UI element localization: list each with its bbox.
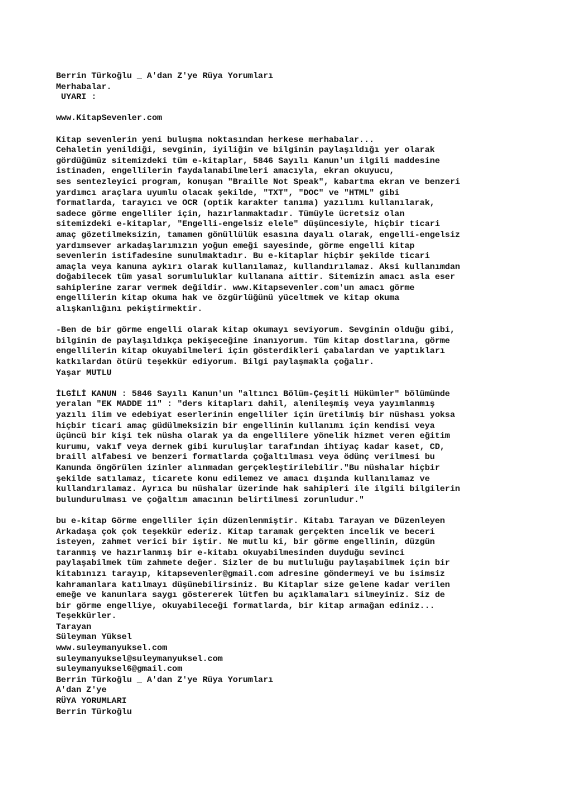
text-line: braill alfabesi ve benzeri formatlarda çoğaltılması veya ödünç verilmesi bu [56, 452, 435, 463]
text-line: kitabınızı tarayıp, kitapsevenler@gmail.com adresine göndermeyi ve bu isimsiz [56, 568, 445, 579]
text-line: yazılı ilim ve edebiyat eserlerinin engelliler için üretilmiş bir nüshası yoksa [56, 410, 456, 420]
text-line: Süleyman Yüksel [56, 632, 132, 643]
site-url: www.KitapSevenler.com [56, 113, 163, 124]
paragraph-personal-note [56, 325, 526, 378]
text-line: yeralan "EK MADDE 11" : "ders kitapları dahil, alenileşmiş veya yayımlanmış [56, 399, 435, 410]
text-line: doğabilecek tüm yasal sorumluluklar kullanana aittir. Sitemizin amacı asla eser [56, 272, 456, 283]
text-line: sitemizdeki e-kitaplar, "Engelli-engelsiz elele" düşüncesiyle, hiçbir ticari [56, 219, 440, 230]
text-line: alışkanlığını pekiştirmektir. [56, 304, 203, 315]
text-line: bulundurulması ve çoğaltım amacının belirtilmesi zorunludur." [56, 494, 365, 505]
text-line: RÜYA YORUMLARI [56, 696, 127, 707]
paragraph-intro [56, 135, 526, 315]
document-page [56, 71, 526, 717]
text-line: formatlarda, tarayıcı ve OCR (optik karakter tanıma) yazılımı kullanılarak, [56, 198, 435, 209]
text-line: suleymanyuksel@suleymanyuksel.com [56, 653, 223, 664]
text-line: katkılardan ötürü teşekkür ediyorum. Bilgi paylaşmakla çoğalır. [56, 357, 375, 368]
text-line: A'dan Z'ye [56, 685, 107, 696]
text-line: hiçbir ticari amaç güdülmeksizin bir engellinin kullanımı için kendisi veya [56, 420, 435, 431]
greeting-line: Merhabalar. [56, 81, 112, 92]
paragraph-thanks [56, 516, 526, 622]
text-line: üçüncü bir kişi tek nüsha olarak ya da engellilere yönelik hizmet veren eğitim [56, 431, 450, 442]
text-line: paylaşabilmek tüm zahmete değer. Sizler de bu mutluluğu paylaşabilmek için bir [56, 558, 450, 569]
text-line: isteyen, zahmet verici bir iştir. Ne mutlu ki, bir görme engellinin, düzgün [56, 537, 435, 548]
text-line: Cehaletin yenildiği, sevginin, iyiliğin ve bilginin paylaşıldığı yer olarak [56, 145, 435, 156]
footer-block [56, 622, 526, 717]
text-line: Kanunda öngörülen izinler alınmadan gerçekleştirilebilir."Bu nüshalar hiçbir [56, 462, 440, 473]
text-line: taranmış ve hazırlanmış bir e-kitabı okuyabilmesinden duyduğu sevinci [56, 547, 405, 558]
text-line: emeğe ve kanunlara saygı göstererek lütfen bu açıklamaları silmeyiniz. Siz de [56, 590, 445, 601]
text-line: şekilde satılamaz, ticarete konu edilemez ve amacı dışında kullanılamaz ve [56, 473, 430, 484]
text-line: engellilerin kitap okuyabilmeleri için gösterdikleri çabalardan ve yaptıkları [56, 346, 445, 357]
text-line: engellilerin kitap okuma hak ve özgürlüğünü yüceltmek ve kitap okuma [56, 293, 400, 304]
text-line: amaçla veya kanuna aykırı olarak kullanılamaz, kullandırılamaz. Aksi kullanımdan [56, 261, 461, 272]
text-line: kullandırılamaz. Ayrıca bu nüshalar üzerinde hak sahipleri ile ilgili bilgilerin [56, 484, 461, 495]
warning-label: UYARI : [56, 92, 97, 103]
text-line: sahiplerine zarar vermek değildir. www.Kitapsevenler.com'un amacı görme [56, 282, 415, 293]
text-line: yardımsever arkadaşlarımızın yoğun emeği sayesinde, görme engelli kitap [56, 240, 415, 251]
text-line: www.suleymanyuksel.com [56, 643, 168, 654]
text-line: Berrin Türkoğlu _ A'dan Z'ye Rüya Yorumları [56, 674, 274, 685]
text-line: İLGİLİ KANUN : 5846 Sayılı Kanun'un "altıncı Bölüm-Çeşitli Hükümler" bölümünde [56, 388, 450, 399]
text-line: Arkadaşa çok çok teşekkür ederiz. Kitap taramak gerçekten incelik ve beceri [56, 526, 435, 537]
text-line: amaç gözetilmeksizin, tamamen gönüllülük esasına dayalı olarak, engelli-engelsiz [56, 229, 461, 240]
text-line: kurumu, vakıf veya dernek gibi kuruluşlar tarafından ihtiyaç kadar kaset, CD, [56, 441, 445, 452]
text-line: Kitap sevenlerin yeni buluşma noktasından herkese merhabalar... [56, 134, 375, 145]
text-line: ses sentezleyici program, konuşan "Braille Not Speak", kabartma ekran ve benzeri [56, 176, 461, 187]
text-line: kahramanlara katılmayı düşünebilirsiniz. Bu Kitaplar size gelene kadar verilen [56, 579, 450, 590]
text-line: suleymanyuksel6@gmail.com [56, 664, 183, 675]
text-line: bilginin de paylaşıldıkça pekişeceğine inanıyorum. Tüm kitap dostlarına, görme [56, 335, 450, 346]
text-line: Yaşar MUTLU [56, 367, 112, 378]
text-line: Tarayan [56, 621, 92, 632]
text-line: gördüğümüz sitemizdeki tüm e-kitaplar, 5846 Sayılı Kanun'un ilgili maddesine [56, 155, 440, 166]
text-line: istinaden, engellilerin faydalanabilmeleri amacıyla, ekran okuyucu, [56, 166, 395, 177]
header-block [56, 71, 526, 103]
text-line: -Ben de bir görme engelli olarak kitap okumayı seviyorum. Sevginin olduğu gibi, [56, 325, 456, 336]
text-line: Berrin Türkoğlu [56, 706, 132, 717]
text-line: Teşekkürler. [56, 611, 117, 622]
text-line: sadece görme engelliler için, hazırlanmaktadır. Tümüyle ücretsiz olan [56, 208, 405, 219]
document-title: Berrin Türkoğlu _ A'dan Z'ye Rüya Yorumları [56, 71, 274, 81]
paragraph-law [56, 389, 526, 506]
text-line: sevenlerin istifadesine sunulmaktadır. Bu e-kitaplar hiçbir şekilde ticari [56, 251, 430, 262]
text-line: bir görme engelliye, okuyabileceği formatlarda, bir kitap armağan ediniz... [56, 600, 435, 611]
text-line: yardımcı araçlara uyumlu olacak şekilde, "TXT", "DOC" ve "HTML" gibi [56, 187, 400, 198]
text-line: bu e-kitap Görme engelliler için düzenlenmiştir. Kitabı Tarayan ve Düzenleyen [56, 515, 445, 526]
